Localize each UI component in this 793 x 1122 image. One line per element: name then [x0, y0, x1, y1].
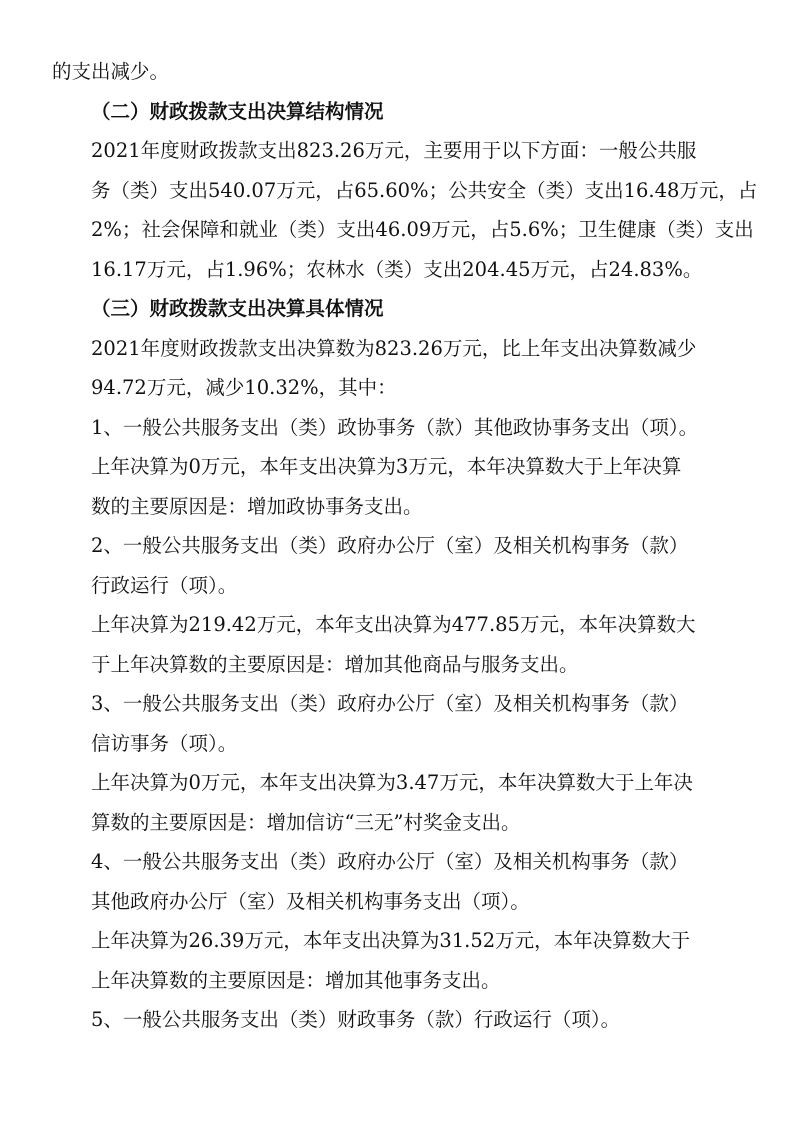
text-line: 务（类）支出540.07万元，占65.60%；公共安全（类）支出16.48万元，占 [91, 178, 758, 202]
text-line: 5、一般公共服务支出（类）财政事务（款）行政运行（项）。 [91, 1008, 621, 1031]
body-paragraph [52, 526, 743, 605]
body-paragraph [52, 447, 743, 526]
body-paragraph [52, 763, 743, 842]
text-line: 算数的主要原因是：增加信访“三无”村奖金支出。 [91, 810, 521, 834]
text-line: 上年决算为0万元，本年支出决算为3.47万元，本年决算数大于上年决 [91, 771, 693, 794]
text-line: 2%；社会保障和就业（类）支出46.09万元，占5.6%；卫生健康（类）支出 [91, 218, 754, 241]
text-line: （二）财政拨款支出决算结构情况 [91, 99, 384, 123]
text-line: 上年决算为26.39万元，本年支出决算为31.52万元，本年决算数大于 [91, 929, 691, 952]
body-paragraph [52, 408, 743, 448]
body-paragraph [52, 329, 743, 408]
section-heading [52, 92, 743, 132]
body-paragraph [52, 52, 743, 92]
text-line: （三）财政拨款支出决算具体情况 [91, 297, 384, 320]
text-line: 信访事务（项）。 [91, 731, 238, 755]
section-heading [52, 289, 743, 329]
body-paragraph [52, 842, 743, 921]
body-paragraph [52, 1000, 743, 1040]
text-line: 1、一般公共服务支出（类）政协事务（款）其他政协事务支出（项）。 [91, 415, 699, 439]
text-line: 16.17万元，占1.96%；农林水（类）支出204.45万元，占24.83%。 [91, 257, 703, 281]
body-paragraph [52, 684, 743, 763]
text-line: 行政运行（项）。 [91, 573, 238, 597]
text-line: 其他政府办公厅（室）及相关机构事务支出（项）。 [91, 889, 530, 913]
text-line: 2、一般公共服务支出（类）政府办公厅（室）及相关机构事务（款） [91, 534, 689, 557]
text-line: 数的主要原因是：增加政协事务支出。 [91, 494, 423, 518]
text-line: 的支出减少。 [52, 60, 170, 83]
body-paragraph [52, 131, 758, 289]
body-paragraph [52, 605, 743, 684]
text-line: 于上年决算数的主要原因是：增加其他商品与服务支出。 [91, 652, 579, 676]
text-line: 上年决算为0万元，本年支出决算为3万元，本年决算数大于上年决算 [91, 455, 682, 478]
text-line: 94.72万元，减少10.32%，其中： [91, 376, 397, 399]
text-line: 3、一般公共服务支出（类）政府办公厅（室）及相关机构事务（款） [91, 692, 689, 715]
text-line: 4、一般公共服务支出（类）政府办公厅（室）及相关机构事务（款） [91, 850, 689, 873]
body-paragraph [52, 921, 743, 1000]
text-line: 上年决算数的主要原因是：增加其他事务支出。 [91, 968, 501, 992]
text-line: 2021年度财政拨款支出决算数为823.26万元，比上年支出决算数减少 [91, 336, 697, 360]
text-line: 2021年度财政拨款支出823.26万元，主要用于以下方面：一般公共服 [91, 139, 697, 162]
text-line: 上年决算为219.42万元，本年支出决算为477.85万元，本年决算数大 [91, 613, 696, 636]
